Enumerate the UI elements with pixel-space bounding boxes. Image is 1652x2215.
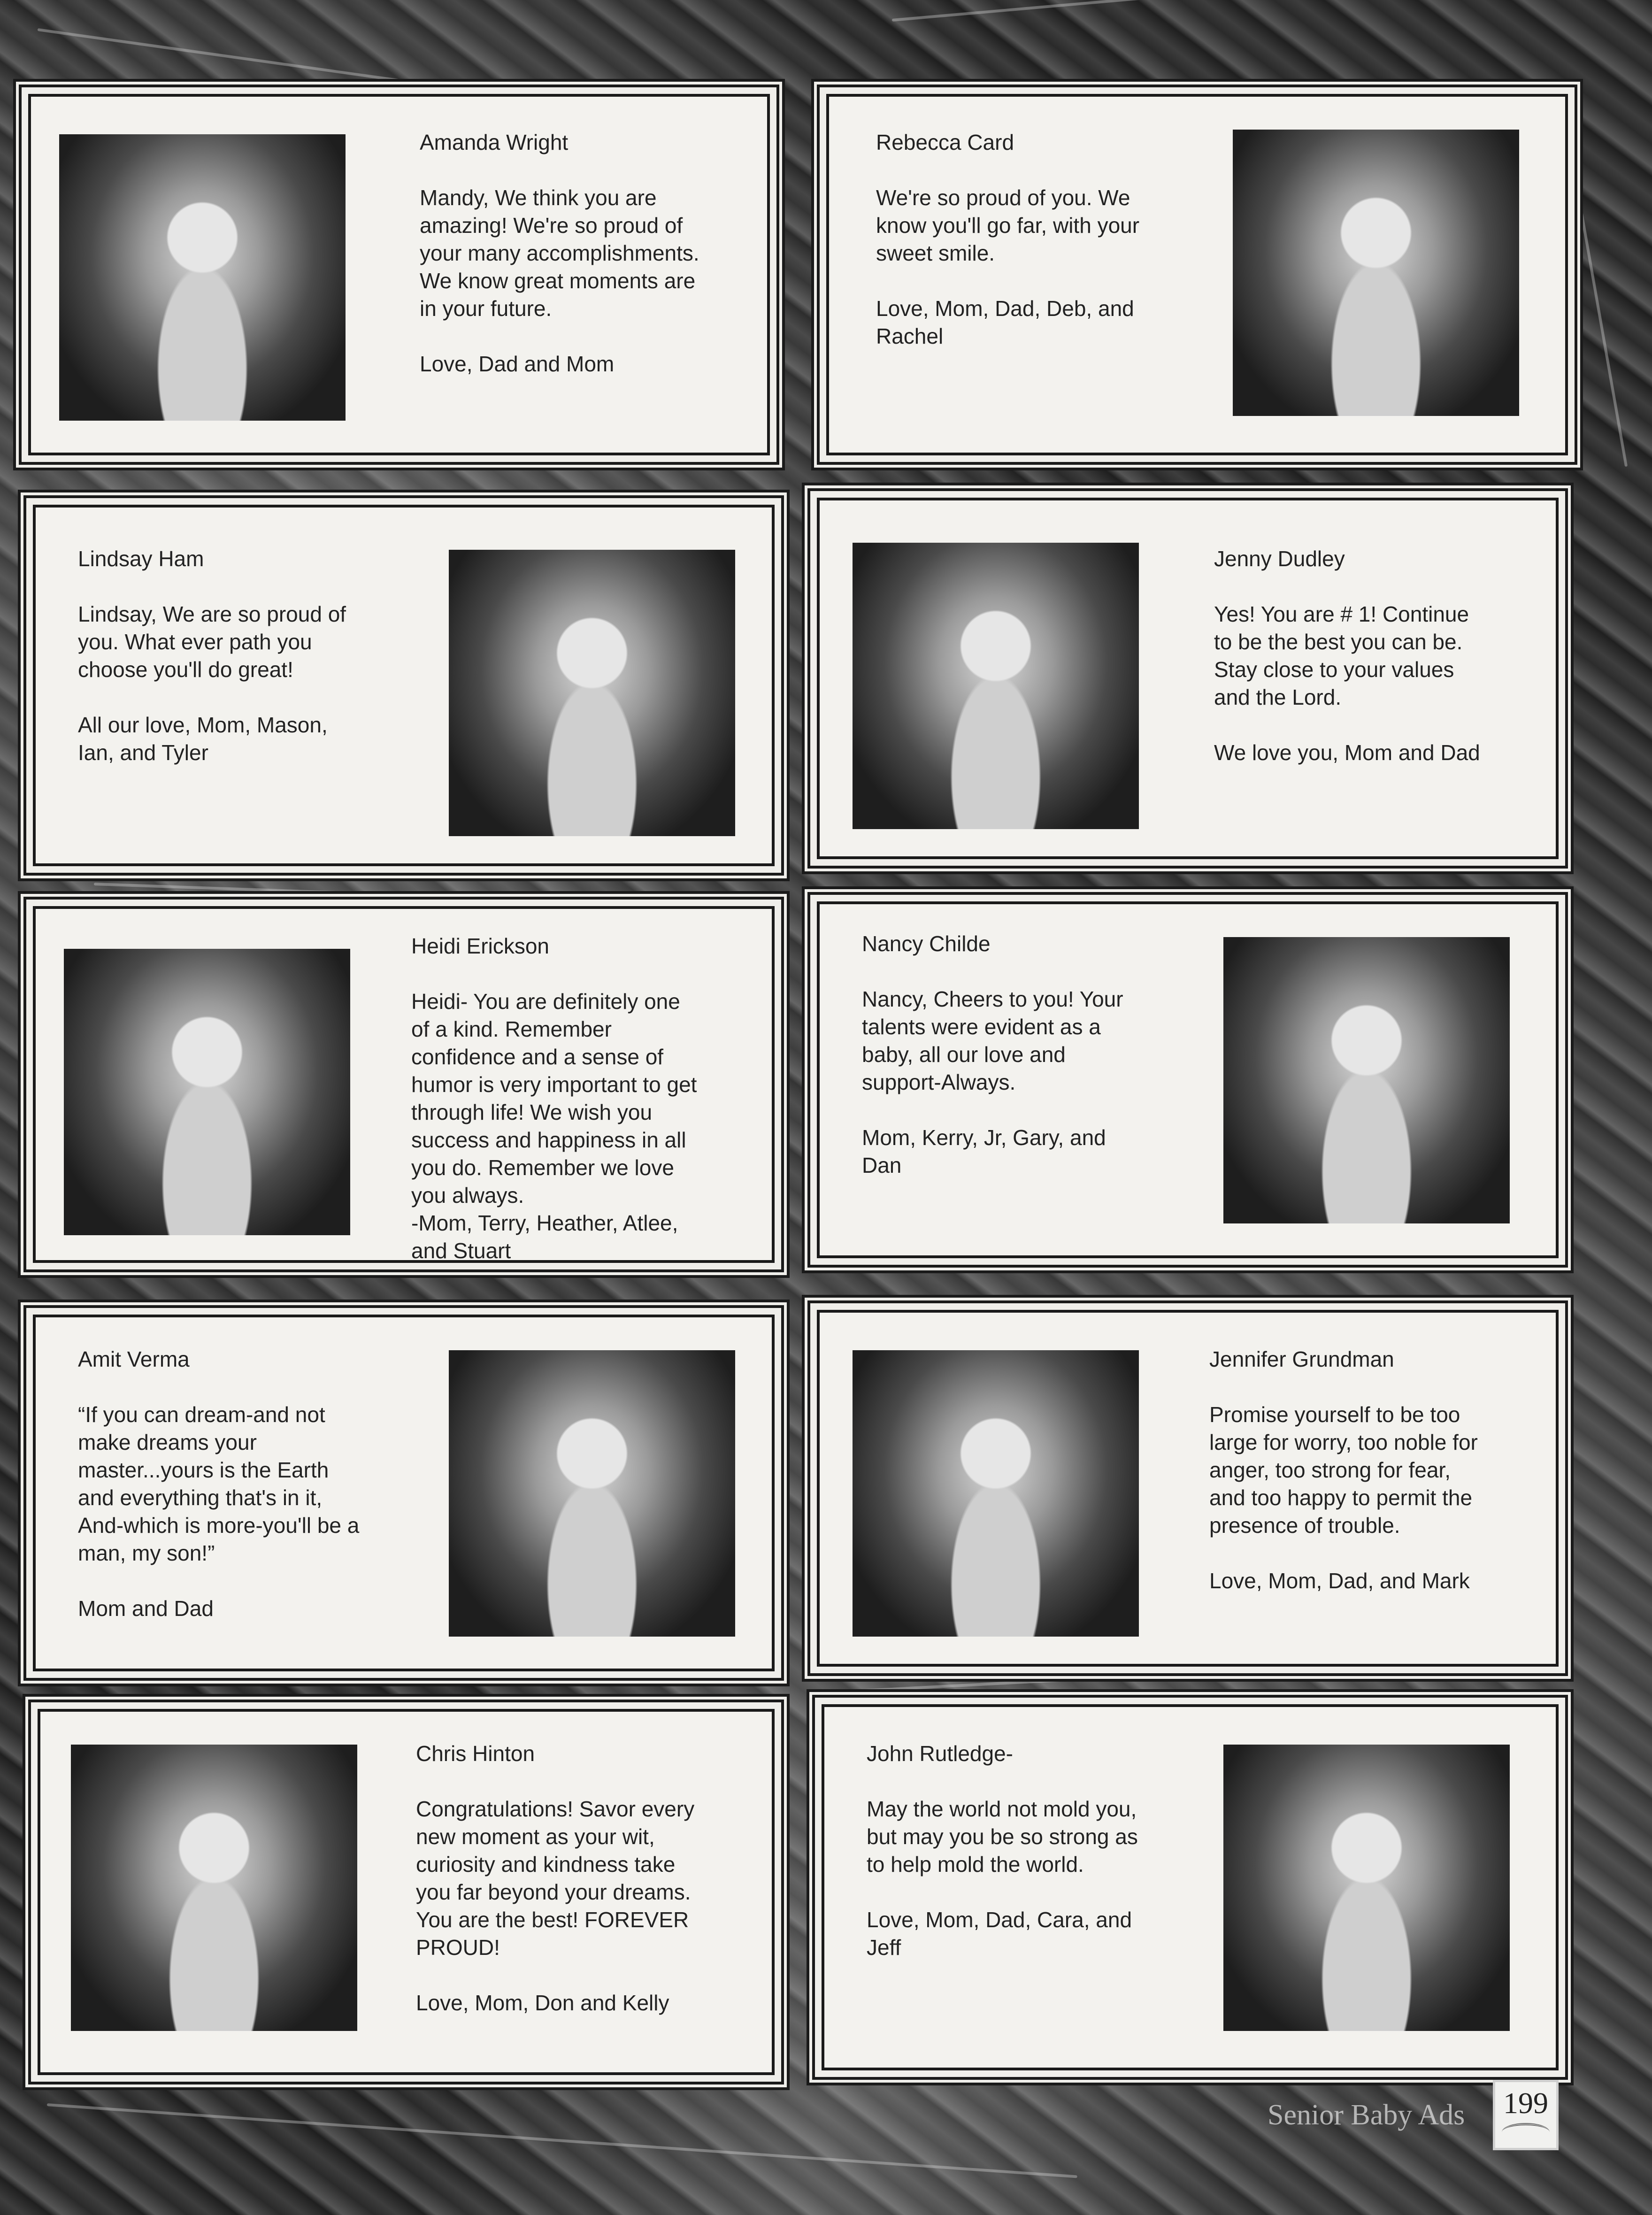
baby-figure: [915, 594, 1076, 829]
baby-photo: [853, 1350, 1139, 1637]
baby-ad-card: [817, 1310, 1559, 1667]
baby-figure: [1286, 1796, 1447, 2031]
parent-message: Promise yourself to be too large for worry, too noble for anger, too strong for fear, and too happy to permit the presence of trouble.: [1209, 1402, 1478, 1538]
card-text: [420, 129, 748, 378]
signature: Love, Mom, Dad, Deb, and Rachel: [876, 296, 1134, 348]
page-number-box: [1493, 2080, 1559, 2150]
baby-figure: [134, 1796, 294, 2031]
senior-name: Amanda Wright: [420, 130, 569, 154]
baby-photo: [64, 949, 350, 1235]
parent-message: Mandy, We think you are amazing! We're so proud of your many accomplishments. We know great moments are in your future.: [420, 185, 699, 321]
baby-ad-card: [826, 94, 1568, 455]
senior-name: Lindsay Ham: [78, 546, 204, 571]
parent-message: Lindsay, We are so proud of you. What ever path you choose you'll do great!: [78, 602, 346, 682]
signature: All our love, Mom, Mason, Ian, and Tyler: [78, 713, 328, 765]
page-number: 199: [1503, 2086, 1548, 2120]
senior-name: Nancy Childe: [862, 931, 991, 956]
baby-ad-card: [38, 1709, 775, 2075]
senior-name: Jennifer Grundman: [1209, 1347, 1394, 1371]
parent-message: Heidi- You are definitely one of a kind. Remember confidence and a sense of humor is very important to get through life! We wish you success and happiness in all you do. Remember we love you always. -Mom, Terry, Heather, Atlee, and Stuart: [411, 989, 697, 1263]
parent-message: We're so proud of you. We know you'll go far, with your sweet smile.: [876, 185, 1140, 265]
baby-photo: [449, 1350, 735, 1637]
baby-ad-card: [817, 498, 1559, 859]
senior-name: Heidi Erickson: [411, 934, 549, 958]
baby-photo: [853, 543, 1139, 829]
baby-figure: [512, 601, 672, 836]
baby-photo: [59, 134, 346, 421]
card-text: [78, 545, 407, 767]
baby-photo: [1223, 1745, 1510, 2031]
card-text: [867, 1740, 1195, 1961]
section-label: Senior Baby Ads: [1268, 2099, 1465, 2131]
senior-name: John Rutledge-: [867, 1741, 1013, 1766]
baby-figure: [1296, 181, 1456, 416]
signature: Love, Dad and Mom: [420, 352, 615, 376]
parent-message: May the world not mold you, but may you be so strong as to help mold the world.: [867, 1797, 1138, 1877]
signature: Love, Mom, Dad, and Mark: [1209, 1569, 1470, 1593]
marble-vein: [892, 0, 1453, 22]
senior-name: Chris Hinton: [416, 1741, 535, 1766]
baby-photo: [1233, 130, 1519, 416]
signature: Mom and Dad: [78, 1596, 214, 1621]
senior-name: Amit Verma: [78, 1347, 190, 1371]
parent-message: “If you can dream-and not make dreams your master...yours is the Earth and everything that's in it, And-which is more-you'll be a man, my son!”: [78, 1402, 360, 1565]
baby-ad-card: [817, 901, 1559, 1258]
wave-ornament-icon: [1502, 2123, 1550, 2141]
baby-figure: [122, 186, 283, 421]
signature: Love, Mom, Dad, Cara, and Jeff: [867, 1907, 1132, 1960]
marble-vein: [47, 2103, 1077, 2178]
baby-figure: [127, 1000, 287, 1235]
parent-message: Yes! You are # 1! Continue to be the best you can be. Stay close to your values and the Lord.: [1214, 602, 1469, 709]
marble-vein: [38, 28, 456, 90]
signature: Mom, Kerry, Jr, Gary, and Dan: [862, 1125, 1106, 1177]
baby-ad-card: [33, 906, 775, 1263]
card-text: [876, 129, 1205, 350]
baby-photo: [71, 1745, 357, 2031]
baby-figure: [915, 1402, 1076, 1637]
signature: Love, Mom, Don and Kelly: [416, 1991, 669, 2015]
baby-photo: [1223, 937, 1510, 1223]
marble-vein: [94, 883, 751, 908]
card-text: [416, 1740, 745, 2017]
baby-ad-card: [822, 1704, 1559, 2070]
baby-ad-card: [33, 505, 775, 866]
card-text: [78, 1346, 407, 1623]
senior-name: Rebecca Card: [876, 130, 1014, 154]
baby-ad-card: [33, 1315, 775, 1671]
baby-ad-card: [28, 94, 770, 455]
signature: We love you, Mom and Dad: [1214, 740, 1480, 765]
baby-figure: [1286, 989, 1447, 1223]
parent-message: Nancy, Cheers to you! Your talents were evident as a baby, all our love and support-Always.: [862, 987, 1123, 1094]
card-text: [1214, 545, 1543, 767]
baby-figure: [512, 1402, 672, 1637]
card-text: [411, 932, 740, 1265]
senior-name: Jenny Dudley: [1214, 546, 1345, 571]
marble-vein: [1576, 189, 1628, 467]
baby-photo: [449, 550, 735, 836]
card-text: [862, 930, 1191, 1179]
parent-message: Congratulations! Savor every new moment as your wit, curiosity and kindness take you far beyond your dreams. You are the best! FOREVER PROUD!: [416, 1797, 695, 1960]
card-text: [1209, 1346, 1538, 1595]
